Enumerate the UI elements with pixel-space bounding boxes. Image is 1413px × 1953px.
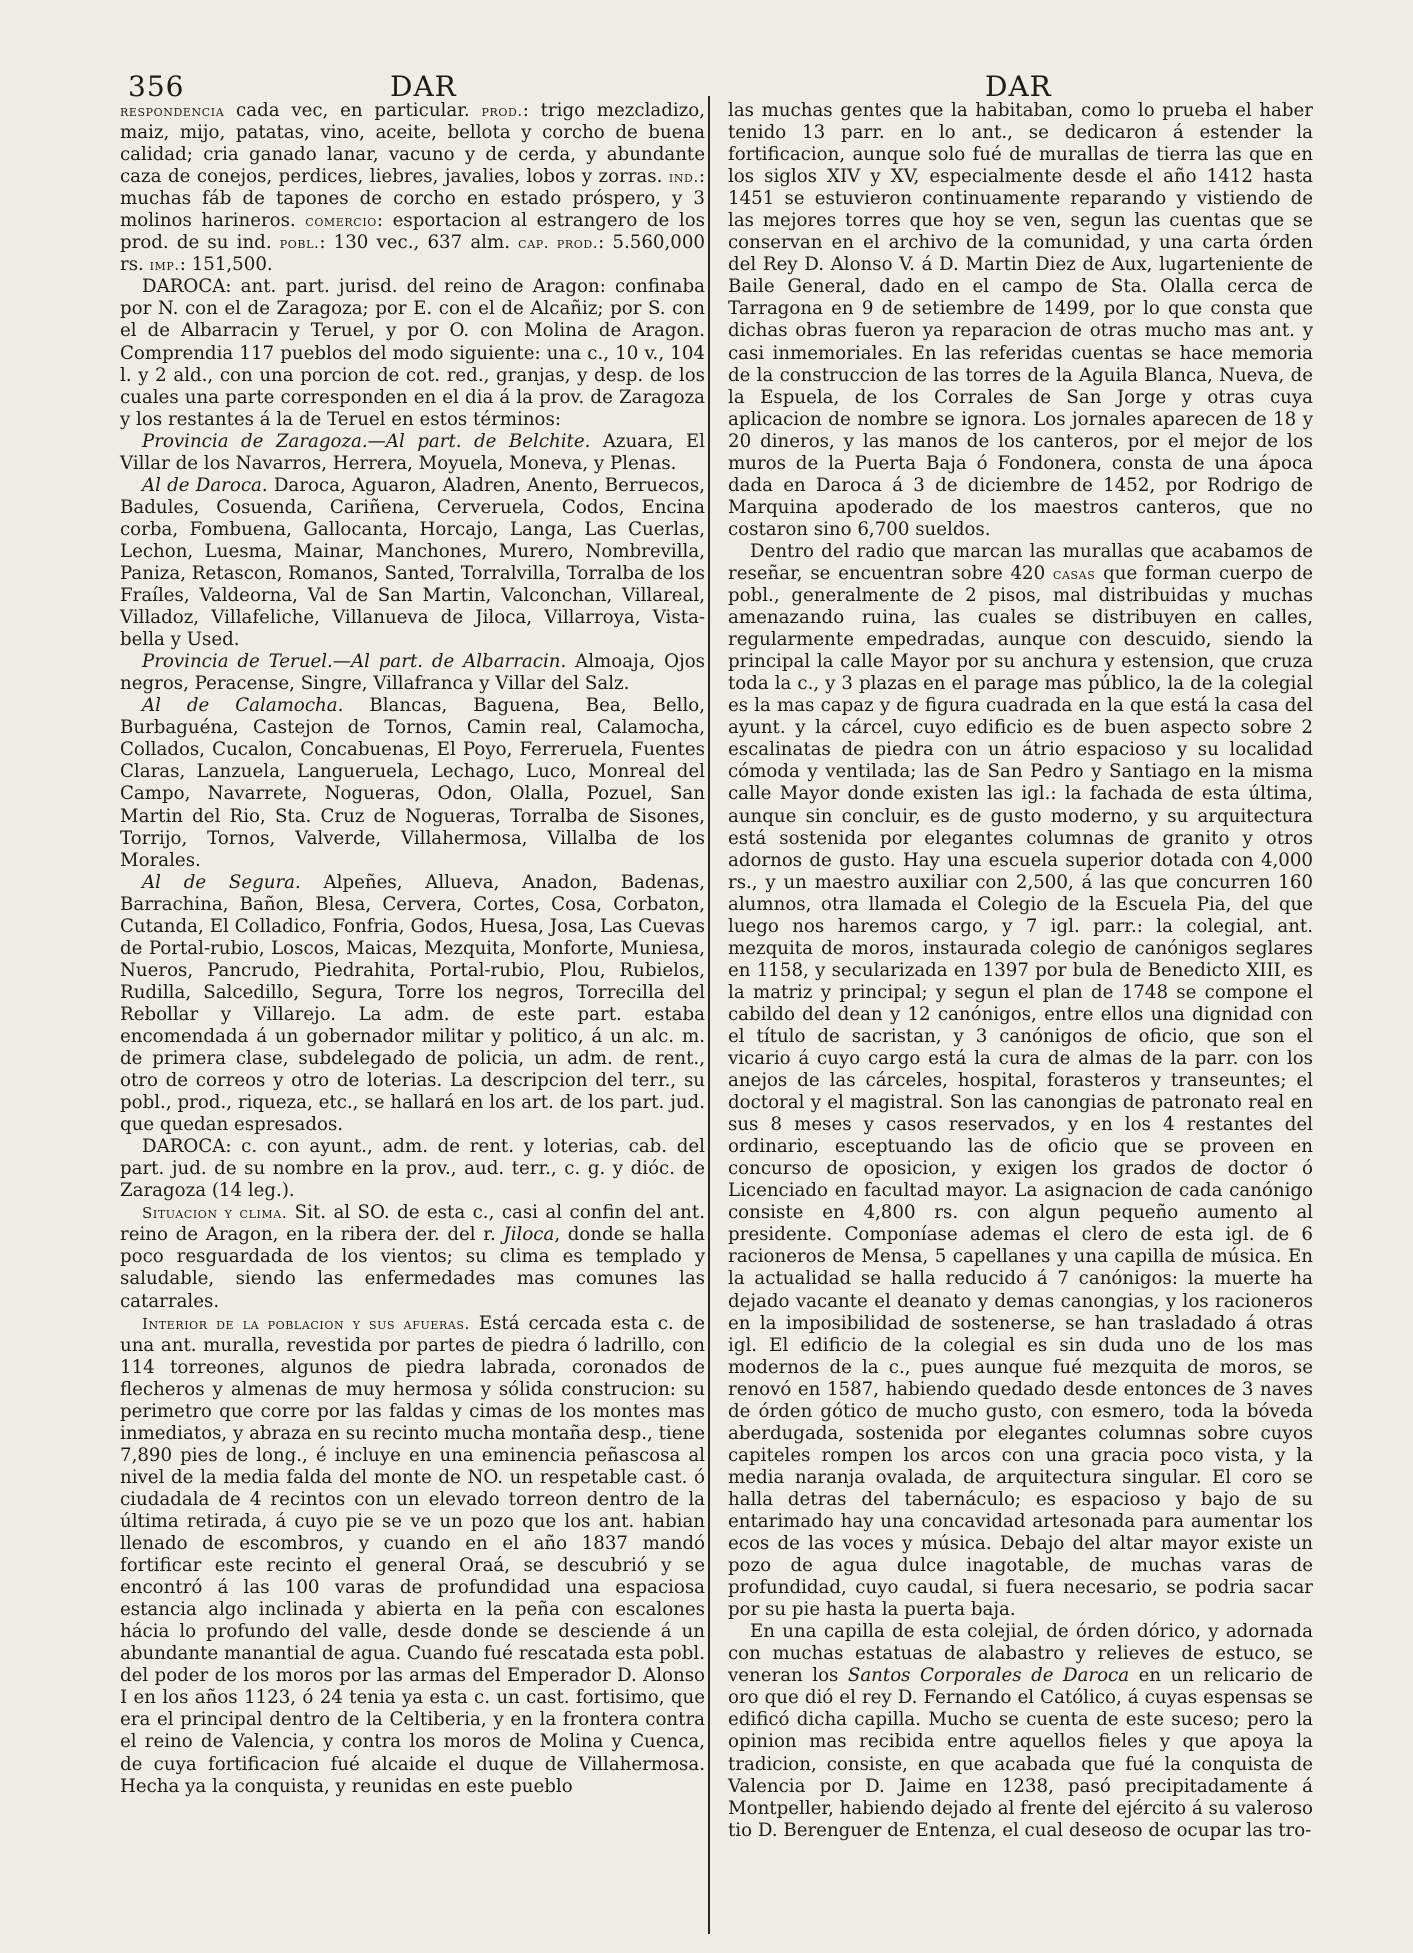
right-paragraph: En una capilla de esta colejial, de órden dórico, y adornada con muchas estatuas de alabastro y relieves de estuco, se veneran los Santos Corporales de Daroca en un relicario de oro que dió el rey D. Fernando el Católico, á cuyas espensas se edificó dicha capilla. Mucho se cuenta de este suceso; pero la opinion mas recibida entre aquellos fieles y que apoya la tradicion, consiste, en que acabada que fué la conquista de Valencia por D. Jaime en 1238, pasó precipitadamente á Montpeller, habiendo dejado al frente del ejército á su valeroso tio D. Berenguer de Entenza, el cual deseoso de ocupar las tro- [728, 1621, 1313, 1841]
left-paragraph: Situacion y clima. Sit. al SO. de esta c., casi al confin del ant. reino de Aragon, en la ribera der. del r. Jiloca, donde se halla poco resguardada de los vientos; su clima es templado y saludable, siendo las enfermedades mas comunes las catarrales. [120, 1202, 705, 1312]
left-paragraph: Al de Segura. Alpeñes, Allueva, Anadon, Badenas, Barrachina, Bañon, Blesa, Cervera, Cortes, Cosa, Corbaton, Cutanda, El Colladico, Fonfria, Godos, Huesa, Josa, Las Cuevas de Portal-rubio, Loscos, Maicas, Mezquita, Monforte, Muniesa, Nueros, Pancrudo, Piedrahita, Portal-rubio, Plou, Rubielos, Rudilla, Salcedillo, Segura, Torre los negros, Torrecilla del Rebollar y Villarejo. La adm. de este part. estaba encomendada á un gobernador militar y politico, á un alc. m. de primera clase, subdelegado de policia, un adm. de rent., otro de correos y otro de loterias. La descripcion del terr., su pobl., prod., riqueza, etc., se hallará en los art. de los part. jud. que quedan espresados. [120, 871, 705, 1136]
page-number: 356 [128, 70, 185, 103]
left-paragraph: Provincia de Zaragoza.—Al part. de Belchite. Azuara, El Villar de los Navarros, Herrera, Moyuela, Moneva, y Plenas. [120, 430, 705, 474]
right-column [728, 100, 1313, 1842]
left-paragraph: Interior de la poblacion y sus afueras. Está cercada esta c. de una ant. muralla, revestida por partes de piedra ó ladrillo, con 114 torreones, algunos de piedra labrada, coronados de flecheros y almenas de muy hermosa y sólida construcion: su perimetro que corre por las faldas y cimas de los montes mas inmediatos, y abraza en su recinto mucha montaña desp., tiene 7,890 pies de long., é incluye en una eminencia peñascosa al nivel de la media falda del monte de NO. un respetable cast. ó ciudadala de 4 recintos con un elevado torreon dentro de la última retirada, á cuyo pie se ve un pozo que los ant. habian llenado de escombros, y cuando en el año 1837 mandó fortificar este recinto el general Oraá, se descubrió y se encontró á las 100 varas de profundidad una espaciosa estancia algo inclinada y abierta en la peña con escalones hácia lo profundo del valle, desde donde se desciende á un abundante manantial de agua. Cuando fué rescatada esta pobl. del poder de los moros por las armas del Emperador D. Alonso I en los años 1123, ó 24 tenia ya esta c. un cast. fortisimo, que era el principal dentro de la Celtiberia, y en la frontera contra el reino de Valencia, y contra los moros de Molina y Cuenca, de cuya fortificacion fué alcaide el duque de Villahermosa. Hecha ya la conquista, y reunidas en este pueblo [120, 1312, 706, 1797]
right-paragraph: las muchas gentes que la habitaban, como lo prueba el haber tenido 13 parr. en lo ant., se dedicaron á estender la fortificacion, aunque solo fué de murallas de tierra las que en los siglos XIV y XV, especialmente desde el año 1412 hasta 1451 se estuvieron continuamente reparando y vistiendo de las mejores torres que hoy se ven, segun las cuentas que se conservan en el archivo de la comunidad, y una carta órden del Rey D. Alonso V. á D. Martin Diez de Aux, lugarteniente de Baile General, dado en el campo de Sta. Olalla cerca de Tarragona en 9 de setiembre de 1499, por lo que consta que dichas obras fueron ya reparacion de otras mucho mas ant. y casi inmemoriales. En las referidas cuentas se hace memoria de la construccion de las torres de la Aguila Blanca, Nueva, de la Espuela, de los Corrales de San Jorge y otras cuya aplicacion de nombre se ignora. Los jornales aparecen de 18 y 20 dineros, y las manos de los canteros, por el mejor de los muros de la Puerta Baja ó Fondonera, consta de una ápoca dada en Daroca á 3 de diciembre de 1452, por Rodrigo de Marquina apoderado de los maestros canteros, que no costaron sino 6,700 sueldos. [728, 100, 1313, 540]
left-column [120, 100, 705, 1798]
column-rule [708, 96, 710, 1934]
left-paragraph: Al de Calamocha. Blancas, Baguena, Bea, Bello, Burbaguéna, Castejon de Tornos, Camin real, Calamocha, Collados, Cucalon, Concabuenas, El Poyo, Ferreruela, Fuentes Claras, Lanzuela, Langueruela, Lechago, Luco, Monreal del Campo, Navarrete, Nogueras, Odon, Olalla, Pozuel, San Martin del Rio, Sta. Cruz de Nogueras, Torralba de Sisones, Torrijo, Tornos, Valverde, Villahermosa, Villalba de los Morales. [120, 695, 706, 871]
left-paragraph: respondencia cada vec, en particular. prod.: trigo mezcladizo, maiz, mijo, patatas, vino, aceite, bellota y corcho de buena calidad; cria ganado lanar, vacuno y de cerda, y abundante caza de conejos, perdices, liebres, javalies, lobos y zorras. ind.: muchas fáb de tapones de corcho en estado próspero, y 3 molinos harineros. comercio: esportacion al estrangero de los prod. de su ind. pobl.: 130 vec., 637 alm. cap. prod.: 5.560,000 rs. imp.: 151,500. [120, 100, 706, 276]
left-paragraph: DAROCA: ant. part. jurisd. del reino de Aragon: confinaba por N. con el de Zaragoza; por E. con el de Alcañiz; por S. con el de Albarracin y Teruel, y por O. con Molina de Aragon. Comprendia 117 pueblos del modo siguiente: una c., 10 v., 104 l. y 2 ald., con una porcion de cot. red., granjas, y desp. de los cuales una parte corresponden en el dia á la prov. de Zaragoza y los restantes á la de Teruel en estos términos: [120, 276, 705, 430]
left-paragraph: Al de Daroca. Daroca, Aguaron, Aladren, Anento, Berruecos, Badules, Cosuenda, Cariñena, Cerveruela, Codos, Encina corba, Fombuena, Gallocanta, Horcajo, Langa, Las Cuerlas, Lechon, Luesma, Mainar, Manchones, Murero, Nombrevilla, Paniza, Retascon, Romanos, Santed, Torralvilla, Torralba de los Fraíles, Valdeorna, Val de San Martin, Valconchan, Villareal, Villadoz, Villafeliche, Villanueva de Jiloca, Villarroya, Vista-bella y Used. [120, 474, 705, 651]
running-head-left: DAR [390, 70, 457, 103]
running-head-right: DAR [985, 70, 1052, 103]
right-paragraph: Dentro del radio que marcan las murallas que acabamos de reseñar, se encuentran sobre 420 casas que forman cuerpo de pobl., generalmente de 2 pisos, mal distribuidas y muchas amenazando ruina, las cuales se distribuyen en calles, regularmente empedradas, aunque con descuido, siendo la principal la calle Mayor por su anchura y estension, que cruza toda la c., y 3 plazas en el parage mas público, la de la colegial es la mas capaz y de figura cuadrada en la que está la casa del ayunt. y la cárcel, cuyo edificio es de buen aspecto sobre 2 escalinatas de piedra con un átrio espacioso y su localidad cómoda y ventilada; las de San Pedro y Santiago en la misma calle Mayor donde existen las igl.: la fachada de esta última, aunque sin concluir, es de gusto moderno, y su arquitectura está sostenida por elegantes columnas de granito y otros adornos de gusto. Hay una escuela superior dotada con 4,000 rs., y un maestro auxiliar con 2,500, á las que concurren 160 alumnos, otra llamada el Colegio de la Escuela Pia, del que luego nos haremos cargo, y 7 igl. parr.: la colegial, ant. mezquita de moros, instaurada colegio de canónigos seglares en 1158, y secularizada en 1397 por bula de Benedicto XIII, es la matriz y principal; y segun el plan de 1748 se compone el cabildo del dean y 12 canónigos, entre ellos una dignidad con el título de sacristan, y 3 canónigos de oficio, que son el vicario á cuyo cargo está la cura de almas de la parr. con los anejos de las cárceles, hospital, forasteros y transeuntes; el doctoral y el magistral. Son las canongias de patronato real en sus 8 meses y casos reservados, y en los 4 restantes del ordinario, esceptuando las de oficio que se proveen en concurso de oposicion, y exigen los grados de doctor ó Licenciado en facultad mayor. La asignacion de cada canónigo consiste en 4,800 rs. con algun pequeño aumento al presidente. Componíase ademas el clero de esta igl. de 6 racioneros de Mensa, 5 capellanes y una capilla de música. En la actualidad se halla reducido á 7 canónigos: la muerte ha dejado vacante el deanato y demas canongias, y los racioneros en la imposibilidad de sostenerse, se han trasladado á otras igl. El edificio de la colegial es sin duda uno de los mas modernos de la c., pues aunque fué mezquita de moros, se renovó en 1587, habiendo quedado desde entonces de 3 naves de órden gótico de mucho gusto, con esmero, toda la bóveda aberdugada, sostenida por elegantes columnas sobre cuyos capiteles rompen los arcos con una gracia poco vista, y la media naranja ovalada, de arquitectura singular. El coro se halla detras del tabernáculo; es espacioso y bajo de su entarimado hay una concavidad artesonada para aumentar los ecos de las voces y música. Debajo del altar mayor existe un pozo de agua dulce inagotable, de muchas varas de profundidad, cuyo caudal, si fuera necesario, se podria sacar por su pie hasta la puerta baja. [728, 540, 1313, 1621]
left-paragraph: Provincia de Teruel.—Al part. de Albarracin. Almoaja, Ojos negros, Peracense, Singre, Villafranca y Villar del Salz. [120, 651, 705, 695]
left-paragraph: DAROCA: c. con ayunt., adm. de rent. y loterias, cab. del part. jud. de su nombre en la prov., aud. terr., c. g. y dióc. de Zaragoza (14 leg.). [120, 1136, 705, 1202]
